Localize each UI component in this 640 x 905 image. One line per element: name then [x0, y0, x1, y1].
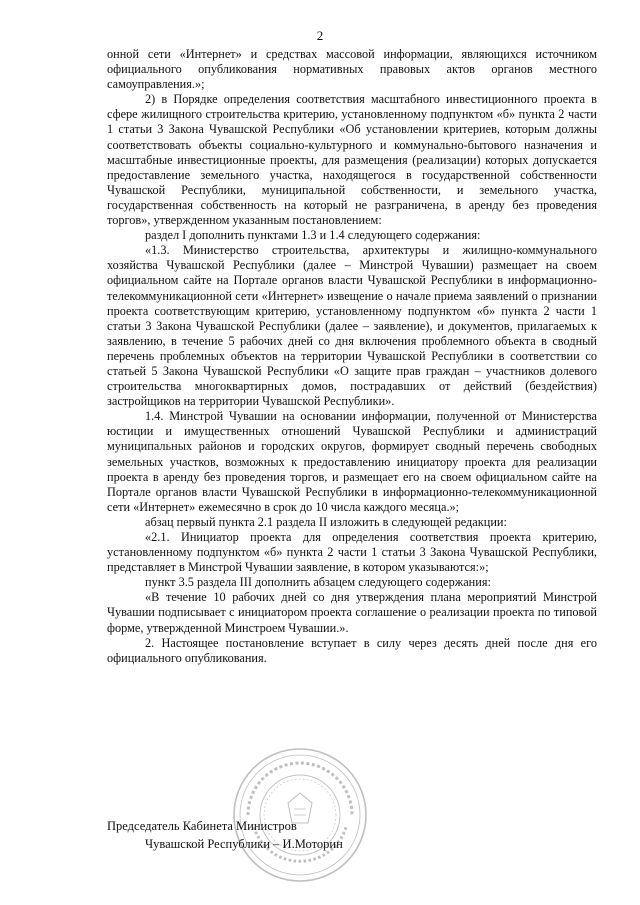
signature-block: [107, 819, 597, 855]
signature-title-line: Председатель Кабинета Министров: [107, 819, 297, 833]
paragraph: раздел I дополнить пунктами 1.3 и 1.4 следующего содержания:: [145, 228, 481, 243]
page-number: 2: [316, 28, 324, 43]
paragraph: абзац первый пункта 2.1 раздела II изложить в следующей редакции:: [145, 514, 507, 529]
paragraph: онной сети «Интернет» и средствах массовой информации, являющихся источником официального опубликования нормативных правовых актов органов местного самоуправления.»;: [107, 47, 597, 92]
paragraph: 2) в Порядке определения соответствия масштабного инвестиционного проекта в сфере жилищного строительства критерию, установленному подпунктом «б» пункта 2 части 1 статьи 3 Закона Чувашской Республики «Об установлении критериев, которым должны соответствовать объекты социально-культурного и коммунально-бытового назначения и масштабные инвестиционные проекты, для размещения (реализации) которых допускается предоставление земельного участка, находящегося в государственной собственности Чувашской Республики, муниципальной собственности, и земельного участка, государственная собственность на который не разграничена, в аренду без проведения торгов», утвержденном указанным постановлением:: [107, 92, 597, 228]
signature-name-line: Чувашской Республики – И.Моторин: [145, 837, 343, 851]
paragraph: «2.1. Инициатор проекта для определения соответствия проекта критерию, установленному подпунктом «б» пункта 2 части 1 статьи 3 Закона Чувашской Республики, представляет в Минстрой Чувашии заявление, в котором указываются:»;: [107, 530, 597, 575]
paragraph: 1.4. Минстрой Чувашии на основании информации, полученной от Министерства юстиции и имущественных отношений Чувашской Республики и администраций муниципальных районов и городских округов, формирует сводный перечень свободных земельных участков, возможных к предоставлению инициатору проекта для реализации проекта в аренду без проведения торгов, и размещает его на своем официальном сайте на Портале органов власти Чувашской Республики в информационно-телекоммуникационной сети «Интернет» ежемесячно в срок до 10 числа каждого месяца.»;: [107, 409, 597, 514]
paragraph: пункт 3.5 раздела III дополнить абзацем следующего содержания:: [145, 575, 491, 590]
paragraph: «1.3. Министерство строительства, архитектуры и жилищно-коммунального хозяйства Чувашской Республики (далее – Минстрой Чувашии) размещает на своем официальном сайте на Портале органов власти Чувашской Республики в информационно-телекоммуникационной сети «Интернет» извещение о начале приема заявлений о признании проекта соответствующим критерию, установленному подпунктом «б» пункта 2 части 1 статьи 3 Закона Чувашской Республики (далее – заявление), и документов, прилагаемых к заявлению, в течение 5 рабочих дней со дня включения проблемного объекта в сводный перечень проблемных объектов на территории Чувашской Республики в соответствии со статьей 5 Закона Чувашской Республики «О защите прав граждан – участников долевого строительства многоквартирных домов, пострадавших от действий (бездействия) застройщиков на территории Чувашской Республики».: [107, 243, 597, 409]
document-body: [107, 47, 597, 666]
paragraph: «В течение 10 рабочих дней со дня утверждения плана мероприятий Минстрой Чувашии подписывает с инициатором проекта соглашение о реализации проекта по типовой форме, утвержденной Минстроем Чувашии.».: [107, 590, 597, 635]
paragraph: 2. Настоящее постановление вступает в силу через десять дней после дня его официального опубликования.: [107, 635, 597, 665]
official-seal-stamp: [230, 745, 370, 885]
